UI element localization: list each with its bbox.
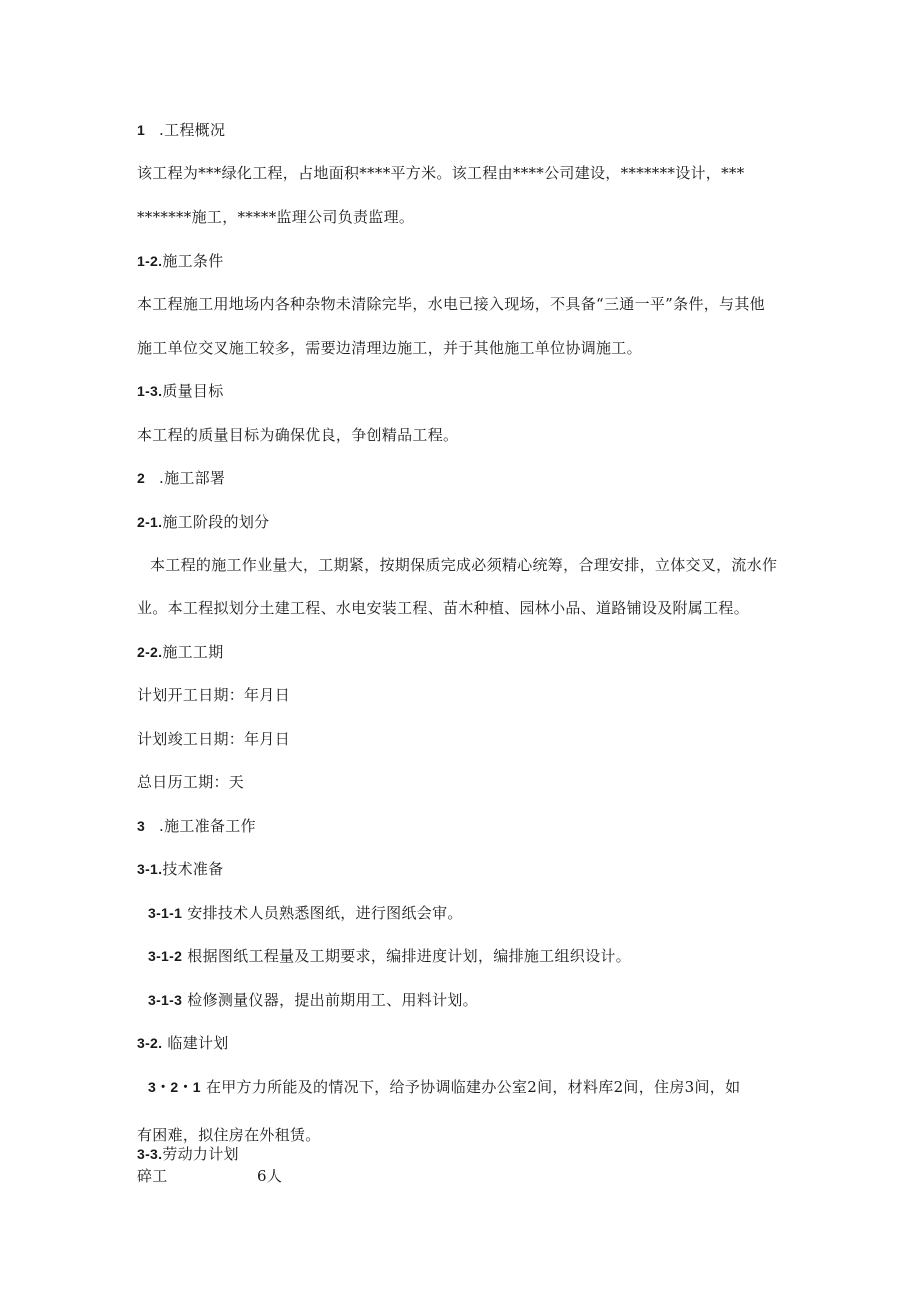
subsection-2-2-heading [137,642,224,662]
item-3-1-1 [148,903,463,923]
subsection-number: 1-2. [137,253,163,269]
subsection-title: 劳动力计划 [162,1145,239,1163]
planned-completion-date: 计划竣工日期：年月日 [137,730,291,748]
item-3-1-2 [148,946,631,966]
item-number: 3-1-2 [148,948,183,964]
item-text: 检修测量仪器，提出前期用工、用料计划。 [187,991,478,1009]
item-3-1-3 [148,990,478,1010]
section-title: .施工准备工作 [159,817,256,835]
item-3-2-1 [148,1077,740,1097]
subsection-title: 质量目标 [162,382,224,400]
item-text: 安排技术人员熟悉图纸，进行图纸会审。 [187,904,463,922]
subsection-number: 3-3. [137,1146,163,1162]
section-title: .工程概况 [159,121,226,139]
paragraph-conditions-line: 本工程施工用地场内各种杂物未清除完毕，水电已接入现场，不具备“三通一平”条件，与其他 [137,295,765,313]
subsection-title: 施工阶段的划分 [162,513,270,531]
item-number: 3-1-3 [148,992,183,1008]
item-3-2-1-continuation: 有困难，拟住房在外租赁。 [137,1126,321,1144]
paragraph-phases-line: 业。本工程拟划分土建工程、水电安装工程、苗木种植、园林小品、道路铺设及附属工程。 [137,599,750,617]
subsection-2-1-heading [137,512,269,532]
section-3-heading [137,816,256,836]
paragraph-phases-line: 本工程的施工作业量大，工期紧，按期保质完成必须精心统筹，合理安排，立体交叉，流水作 [150,556,778,574]
section-number: 1 [137,122,146,138]
subsection-title: 施工工期 [162,643,224,661]
subsection-number: 2-2. [137,644,163,660]
section-title: .施工部署 [159,469,226,487]
section-1-heading [137,120,225,140]
total-calendar-days: 总日历工期：天 [137,773,245,791]
subsection-number: 1-3. [137,383,163,399]
subsection-number: 2-1. [137,514,163,530]
paragraph-overview-line: 该工程为***绿化工程，占地面积****平方米。该工程由****公司建设，*******设计，*** [137,164,745,182]
section-2-heading [137,468,225,488]
labor-row [137,1166,282,1186]
subsection-title: 施工条件 [162,252,224,270]
item-text: 根据图纸工程量及工期要求，编排进度计划，编排施工组织设计。 [187,947,631,965]
item-number: 3・2・1 [148,1079,201,1095]
planned-start-date: 计划开工日期：年月日 [137,686,291,704]
subsection-3-1-heading [137,859,224,879]
paragraph-quality-line: 本工程的质量目标为确保优良，争创精品工程。 [137,426,459,444]
subsection-title: 技术准备 [162,860,224,878]
paragraph-overview-line: *******施工，*****监理公司负责监理。 [137,208,415,226]
subsection-1-2-heading [137,251,224,271]
subsection-3-3-heading [137,1144,239,1164]
section-number: 2 [137,470,146,486]
subsection-number: 3-1. [137,861,163,877]
paragraph-conditions-line: 施工单位交叉施工较多，需要边清理边施工，并于其他施工单位协调施工。 [137,339,642,357]
item-text: 在甲方力所能及的情况下，给予协调临建办公室2间，材料库2间，住房3间，如 [205,1078,741,1096]
subsection-number: 3-2. [137,1035,163,1051]
labor-role: 碎工 [137,1167,168,1185]
subsection-3-2-heading [137,1033,229,1053]
section-number: 3 [137,818,146,834]
labor-count: 6人 [257,1167,283,1185]
item-number: 3-1-1 [148,905,183,921]
subsection-title: 临建计划 [167,1034,229,1052]
subsection-1-3-heading [137,381,224,401]
